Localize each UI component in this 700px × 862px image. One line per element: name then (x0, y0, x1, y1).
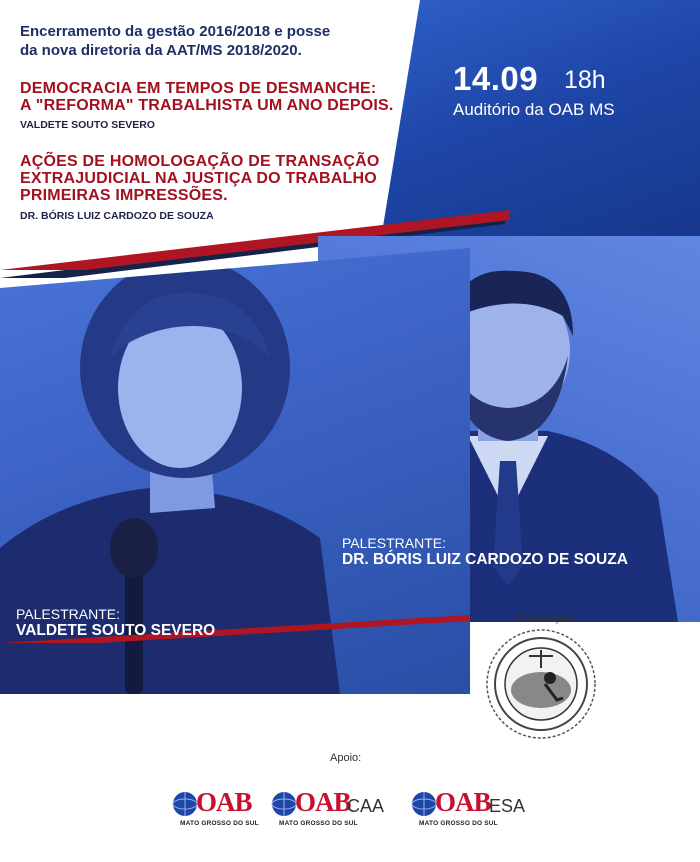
oab-word: OAB (435, 787, 491, 817)
intro-line-1: Encerramento da gestão 2016/2018 e posse (20, 23, 331, 40)
globe-icon (172, 791, 198, 817)
oab-subtitle: MATO GROSSO DO SUL (180, 820, 259, 827)
intro-line-2: da nova diretoria da AAT/MS 2018/2020. (20, 42, 302, 59)
talk-2-speaker: DR. BÓRIS LUIZ CARDOZO DE SOUZA (20, 210, 214, 222)
talk-1-title-line-2: A "REFORMA" TRABALHISTA UM ANO DEPOIS. (20, 97, 394, 114)
speaker-left-label: PALESTRANTE: (16, 606, 120, 622)
globe-icon (411, 791, 437, 817)
oab-ms-logo (172, 787, 262, 829)
oab-word: OAB (295, 787, 351, 817)
talk-2-title-line-2: EXTRAJUDICIAL NA JUSTIÇA DO TRABALHO (20, 170, 377, 187)
talk-1 (20, 80, 394, 131)
oab-word: OAB (196, 787, 252, 817)
oab-subtitle: MATO GROSSO DO SUL (279, 820, 358, 827)
seal-icon (485, 628, 597, 740)
talk-2 (20, 153, 380, 222)
talk-2-title-line-1: AÇÕES DE HOMOLOGAÇÃO DE TRANSAÇÃO (20, 153, 380, 170)
event-time: 18h (564, 66, 606, 94)
caa-label: CAA (347, 796, 385, 816)
esa-label: ESA (489, 796, 526, 816)
intro-text (20, 22, 330, 60)
event-venue: Auditório da OAB MS (453, 100, 615, 119)
oab-ms-caa-logo (271, 787, 411, 829)
apoio-label: Apoio: (330, 752, 362, 764)
speaker-left-name: VALDETE SOUTO SEVERO (16, 622, 216, 639)
talk-2-title-line-3: PRIMEIRAS IMPRESSÕES. (20, 187, 228, 204)
talk-1-speaker: VALDETE SOUTO SEVERO (20, 119, 155, 131)
speaker-right-caption (342, 535, 628, 569)
speaker-right-name: DR. BÓRIS LUIZ CARDOZO DE SOUZA (342, 551, 628, 568)
aat-ms-seal-logo (485, 628, 597, 740)
header-blue-panel (380, 0, 700, 245)
event-date: 14.09 (453, 60, 539, 97)
speaker-left-caption (16, 606, 215, 640)
oab-ms-esa-logo (411, 787, 551, 829)
globe-icon (271, 791, 297, 817)
talk-1-title-line-1: DEMOCRACIA EM TEMPOS DE DESMANCHE: (20, 80, 377, 97)
speaker-right-label: PALESTRANTE: (342, 535, 446, 551)
oab-subtitle: MATO GROSSO DO SUL (419, 820, 498, 827)
realizacao-label: Realização: (517, 612, 575, 624)
